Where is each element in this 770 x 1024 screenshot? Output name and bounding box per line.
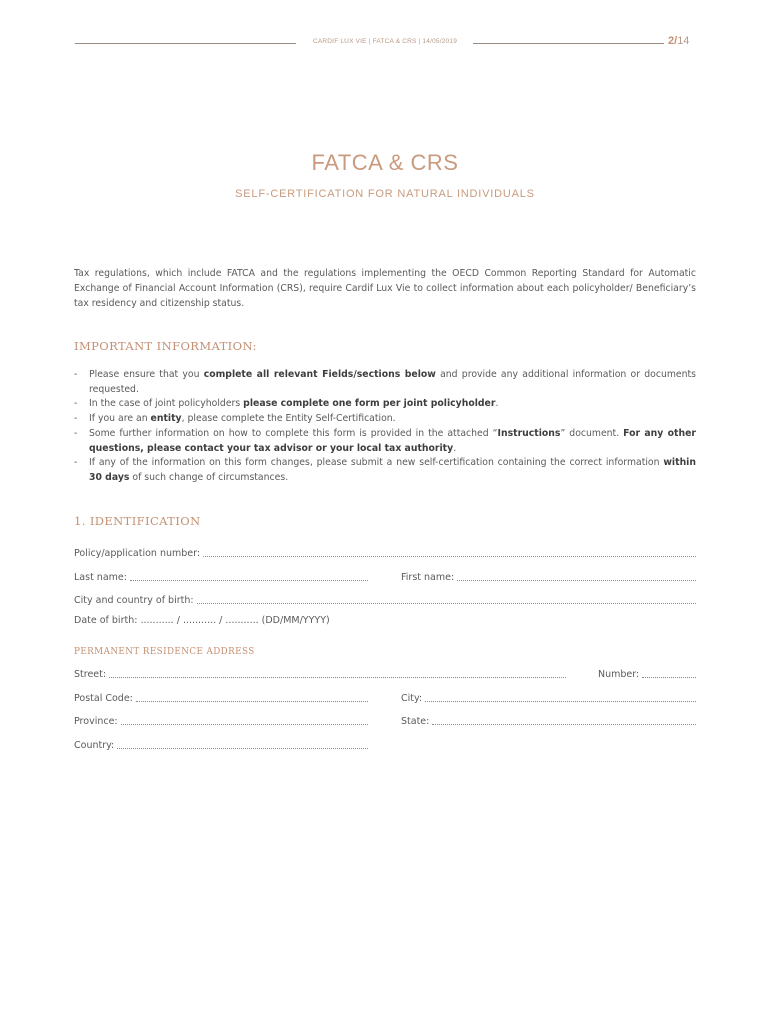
bullet-dash: - <box>74 457 78 469</box>
bullet-text: . <box>495 398 499 410</box>
running-header: CARDIF LUX VIE | FATCA & CRS | 14/05/2019 <box>312 38 458 45</box>
list-item <box>74 368 696 397</box>
bullet-dash: - <box>74 427 78 439</box>
bullet-bold: complete all relevant Fields/sections below <box>203 369 436 380</box>
bullet-text: . <box>453 442 457 454</box>
residence-heading: PERMANENT RESIDENCE ADDRESS <box>74 647 255 657</box>
last-name-field[interactable] <box>74 569 368 583</box>
first-name-label: First name: <box>401 572 455 583</box>
country-input-line[interactable] <box>117 739 368 749</box>
last-name-input-line[interactable] <box>130 571 368 581</box>
birth-place-label: City and country of birth: <box>74 595 194 606</box>
last-name-label: Last name: <box>74 572 127 583</box>
first-name-input-line[interactable] <box>457 571 696 581</box>
bullet-bold: entity <box>150 413 182 425</box>
identification-heading: 1. IDENTIFICATION <box>74 514 201 528</box>
bullet-dash: - <box>74 369 78 380</box>
dob-separator: / <box>173 615 183 626</box>
list-item <box>74 412 696 427</box>
bullet-dash: - <box>74 413 78 425</box>
document-subtitle: SELF-CERTIFICATION FOR NATURAL INDIVIDUALS <box>235 188 535 200</box>
number-field[interactable] <box>598 666 696 680</box>
dob-separator: / <box>216 615 226 626</box>
policy-number-input-line[interactable] <box>203 547 696 557</box>
dob-year-blank[interactable]: ........... <box>225 615 259 626</box>
dob-day-blank[interactable]: ........... <box>140 615 174 626</box>
province-field[interactable] <box>74 713 368 727</box>
page-number-total: 14 <box>677 35 690 47</box>
list-item <box>74 397 696 412</box>
policy-number-field[interactable] <box>74 545 696 559</box>
first-name-field[interactable] <box>401 569 696 583</box>
street-input-line[interactable] <box>109 668 566 678</box>
bullet-text: If you are an <box>89 413 151 425</box>
street-field[interactable] <box>74 666 566 680</box>
bullet-text: Please ensure that you <box>89 369 204 380</box>
bullet-text: , please complete the Entity Self-Certification. <box>181 413 396 425</box>
province-label: Province: <box>74 716 118 727</box>
state-input-line[interactable] <box>432 715 696 725</box>
intro-paragraph: Tax regulations, which include FATCA and the regulations implementing the OECD Common Reporting Standard for Automatic Exchange of Financial Account Information (CRS), require Cardif Lux Vie to collect information about each policyholder/ Beneficiary’s tax residency and citizenship status. <box>74 268 696 309</box>
street-label: Street: <box>74 669 107 680</box>
birth-place-field[interactable] <box>74 592 696 606</box>
country-label: Country: <box>74 740 115 751</box>
list-item <box>74 456 696 485</box>
bullet-dash: - <box>74 398 78 410</box>
header-rule-left <box>75 43 296 44</box>
page-number <box>668 35 689 47</box>
bullet-text: Some further information on how to complete this form is provided in the attached “ <box>89 427 498 439</box>
policy-number-label: Policy/application number: <box>74 548 201 559</box>
date-of-birth-label: Date of birth: <box>74 615 138 626</box>
city-input-line[interactable] <box>425 692 696 702</box>
postal-code-input-line[interactable] <box>136 692 368 702</box>
header-rule-right <box>473 43 664 44</box>
page-number-current: 2/ <box>668 35 678 47</box>
number-label: Number: <box>598 669 640 680</box>
city-label: City: <box>401 693 423 704</box>
bullet-text: ” document. <box>560 427 624 439</box>
postal-code-field[interactable] <box>74 690 368 704</box>
important-list <box>74 368 696 486</box>
date-of-birth-field[interactable] <box>74 615 330 626</box>
bullet-text: In the case of joint policyholders <box>89 398 244 410</box>
dob-format-hint: (DD/MM/YYYY) <box>261 615 330 626</box>
dob-month-blank[interactable]: ........... <box>182 615 217 626</box>
number-input-line[interactable] <box>642 668 696 678</box>
city-field[interactable] <box>401 690 696 704</box>
important-heading: IMPORTANT INFORMATION: <box>74 339 257 353</box>
birth-place-input-line[interactable] <box>197 594 696 604</box>
bullet-bold: within 30 days <box>89 457 696 483</box>
postal-code-label: Postal Code: <box>74 693 133 704</box>
country-field[interactable] <box>74 737 368 751</box>
state-label: State: <box>401 716 430 727</box>
list-item <box>74 427 696 456</box>
bullet-text: If any of the information on this form changes, please submit a new self-certification containing the correct information <box>89 457 664 469</box>
bullet-text: and provide any additional information or documents requested. <box>89 369 696 395</box>
document-title: FATCA & CRS <box>311 150 459 175</box>
bullet-bold: Instructions <box>497 427 561 439</box>
bullet-bold: please complete one form per joint policyholder <box>243 398 496 410</box>
bullet-text: of such change of circumstances. <box>129 471 289 483</box>
bullet-bold: For any other questions, please contact your tax advisor or your local tax authority <box>89 427 696 454</box>
state-field[interactable] <box>401 713 696 727</box>
province-input-line[interactable] <box>121 715 368 725</box>
